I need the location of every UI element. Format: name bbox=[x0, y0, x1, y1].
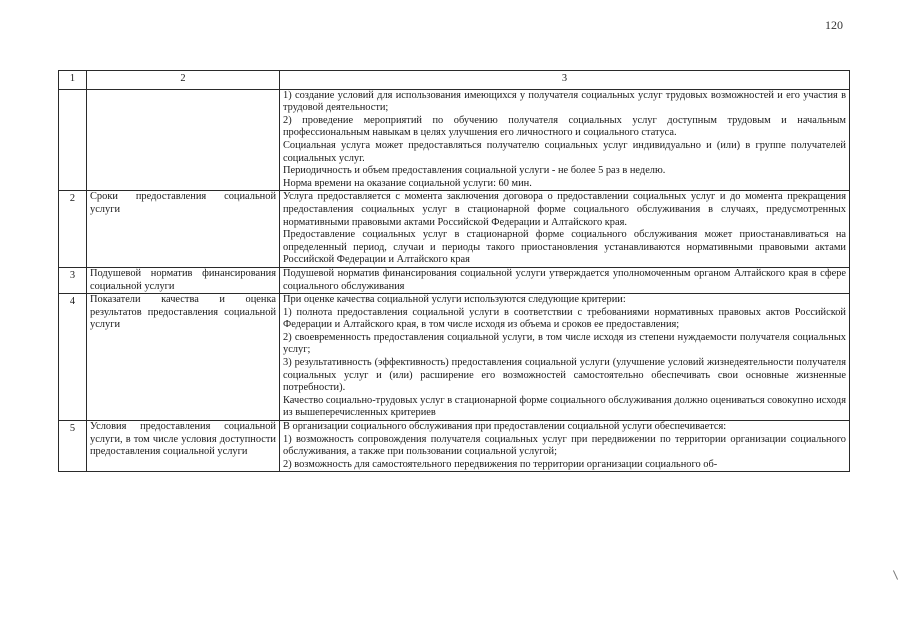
row-content bbox=[280, 89, 850, 191]
content-paragraph: 1) возможность сопровождения получателя социальных услуг при передвижении по территории организации социального обслуживания, а также при пользовании социальной услугой; bbox=[283, 433, 846, 458]
row-name: Условия предоставления социальной услуги, в том числе условия доступности предоставления социальной услуги bbox=[87, 421, 280, 472]
scan-mark bbox=[893, 570, 898, 579]
row-name: Показатели качества и оценка результатов предоставления социальной услуги bbox=[87, 294, 280, 421]
row-content bbox=[280, 267, 850, 293]
row-number bbox=[59, 89, 87, 191]
services-table bbox=[58, 70, 850, 472]
header-col-1: 1 bbox=[59, 71, 87, 90]
row-name bbox=[87, 89, 280, 191]
header-col-2: 2 bbox=[87, 71, 280, 90]
table-row bbox=[59, 191, 850, 268]
content-paragraph: Социальная услуга может предоставляться получателю социальных услуг индивидуально и (или) в группе получателей социальных услуг. bbox=[283, 139, 846, 164]
content-paragraph: Подушевой норматив финансирования социальной услуги утверждается уполномоченным органом Алтайского края в сфере социального обслуживания bbox=[283, 267, 846, 292]
row-content bbox=[280, 421, 850, 472]
row-name: Подушевой норматив финансирования социальной услуги bbox=[87, 267, 280, 293]
row-number: 5 bbox=[59, 421, 87, 472]
table-row bbox=[59, 267, 850, 293]
content-paragraph: Периодичность и объем предоставления социальной услуги - не более 5 раз в неделю. bbox=[283, 165, 666, 177]
content-paragraph: 2) возможность для самостоятельного передвижения по территории организации социального об- bbox=[283, 458, 718, 470]
header-col-3: 3 bbox=[280, 71, 850, 90]
table-row bbox=[59, 421, 850, 472]
table-row bbox=[59, 294, 850, 421]
page-number: 120 bbox=[825, 18, 843, 32]
table-header-row bbox=[59, 71, 850, 90]
content-paragraph: Услуга предоставляется с момента заключения договора о предоставлении социальных услуг и до момента прекращения предоставления социальных услуг в стационарной форме социального обслуживания в случаях, предусмотренных нормативными правовыми актами Российской Федерации и Алтайского края. bbox=[283, 191, 846, 228]
content-paragraph: Качество социально-трудовых услуг в стационарной форме социального обслуживания должно оцениваться совокупно исходя из вышеперечисленных критериев bbox=[283, 394, 846, 419]
content-paragraph: 1) полнота предоставления социальной услуги в соответствии с требованиями нормативных правовых актов Российской Федерации и Алтайского края, в том числе исходя из объема и сроков ее предоставления; bbox=[283, 306, 846, 331]
row-content bbox=[280, 294, 850, 421]
content-paragraph: В организации социального обслуживания при предоставлении социальной услуги обеспечивается: bbox=[283, 421, 727, 433]
row-number: 3 bbox=[59, 267, 87, 293]
table-row bbox=[59, 89, 850, 191]
row-number: 2 bbox=[59, 191, 87, 268]
content-paragraph: Предоставление социальных услуг в стационарной форме социального обслуживания может приостанавливаться на определенный период, случаи и периоды такого приостановления устанавливаются нормативными правовыми актами Российской Федерации и Алтайского края bbox=[283, 229, 846, 266]
content-paragraph: 3) результативность (эффективность) предоставления социальной услуги (улучшение условий жизнедеятельности получателя социальных услуг и (или) расширение его возможностей самостоятельно обеспечивать свои основные жизненные потребности). bbox=[283, 357, 846, 394]
row-content bbox=[280, 191, 850, 268]
content-paragraph: 1) создание условий для использования имеющихся у получателя социальных услуг трудовых возможностей и его участия в трудовой деятельности; bbox=[283, 89, 846, 114]
content-paragraph: Норма времени на оказание социальной услуги: 60 мин. bbox=[283, 177, 532, 189]
row-name: Сроки предоставления социальной услуги bbox=[87, 191, 280, 268]
row-number: 4 bbox=[59, 294, 87, 421]
content-paragraph: 2) своевременность предоставления социальной услуги, в том числе исходя из степени нуждаемости получателя социальных услуг; bbox=[283, 331, 846, 356]
content-paragraph: 2) проведение мероприятий по обучению получателя социальных услуг доступным трудовым и начальным профессиональным навыкам в целях улучшения его личностного и социального статуса. bbox=[283, 114, 846, 139]
content-paragraph: При оценке качества социальной услуги используются следующие критерии: bbox=[283, 294, 626, 306]
